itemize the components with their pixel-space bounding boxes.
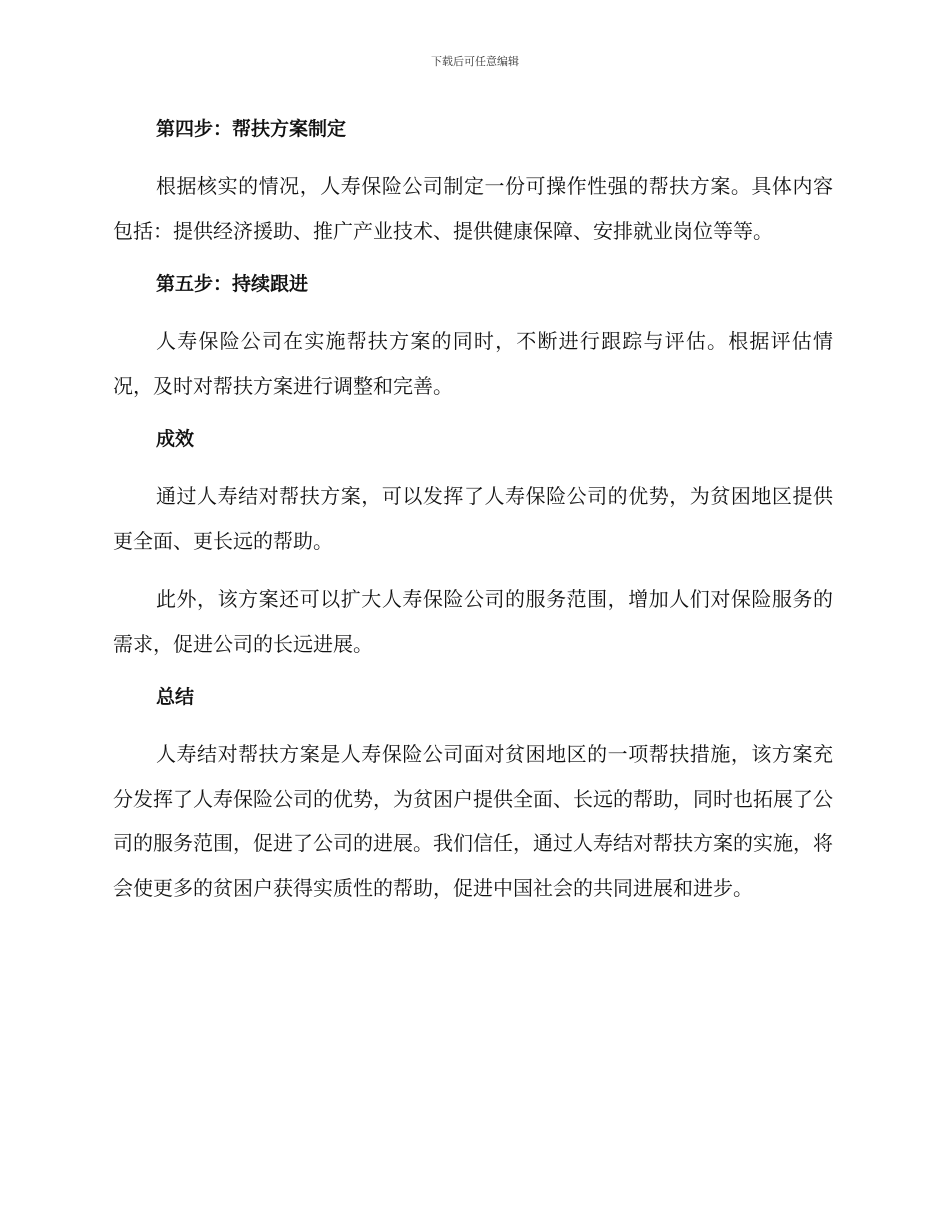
paragraph: 人寿结对帮扶方案是人寿保险公司面对贫困地区的一项帮扶措施，该方案充分发挥了人寿保险公司的优势，为贫困户提供全面、长远的帮助，同时也拓展了公司的服务范围，促进了公司的进展。我们信任，通过人寿结对帮扶方案的实施，将会使更多的贫困户获得实质性的帮助，促进中国社会的共同进展和进步。 bbox=[113, 742, 833, 900]
paragraph: 人寿保险公司在实施帮扶方案的同时，不断进行跟踪与评估。根据评估情况，及时对帮扶方案进行调整和完善。 bbox=[113, 329, 833, 398]
paragraph: 此外，该方案还可以扩大人寿保险公司的服务范围，增加人们对保险服务的需求，促进公司的长远进展。 bbox=[113, 587, 833, 656]
document-body bbox=[113, 112, 833, 924]
section-summary bbox=[113, 680, 833, 910]
paragraph: 根据核实的情况，人寿保险公司制定一份可操作性强的帮扶方案。具体内容包括：提供经济援助、推广产业技术、提供健康保障、安排就业岗位等等。 bbox=[113, 174, 833, 243]
section-heading: 成效 bbox=[156, 428, 195, 450]
section-heading: 总结 bbox=[156, 686, 195, 708]
section-heading: 第五步：持续跟进 bbox=[156, 273, 309, 295]
section-heading: 第四步：帮扶方案制定 bbox=[156, 118, 347, 140]
section-results bbox=[113, 422, 833, 666]
paragraph: 通过人寿结对帮扶方案，可以发挥了人寿保险公司的优势，为贫困地区提供更全面、更长远的帮助。 bbox=[113, 484, 833, 553]
section-step-five bbox=[113, 267, 833, 408]
section-step-four bbox=[113, 112, 833, 253]
page-header-note: 下载后可任意编辑 bbox=[431, 55, 519, 68]
